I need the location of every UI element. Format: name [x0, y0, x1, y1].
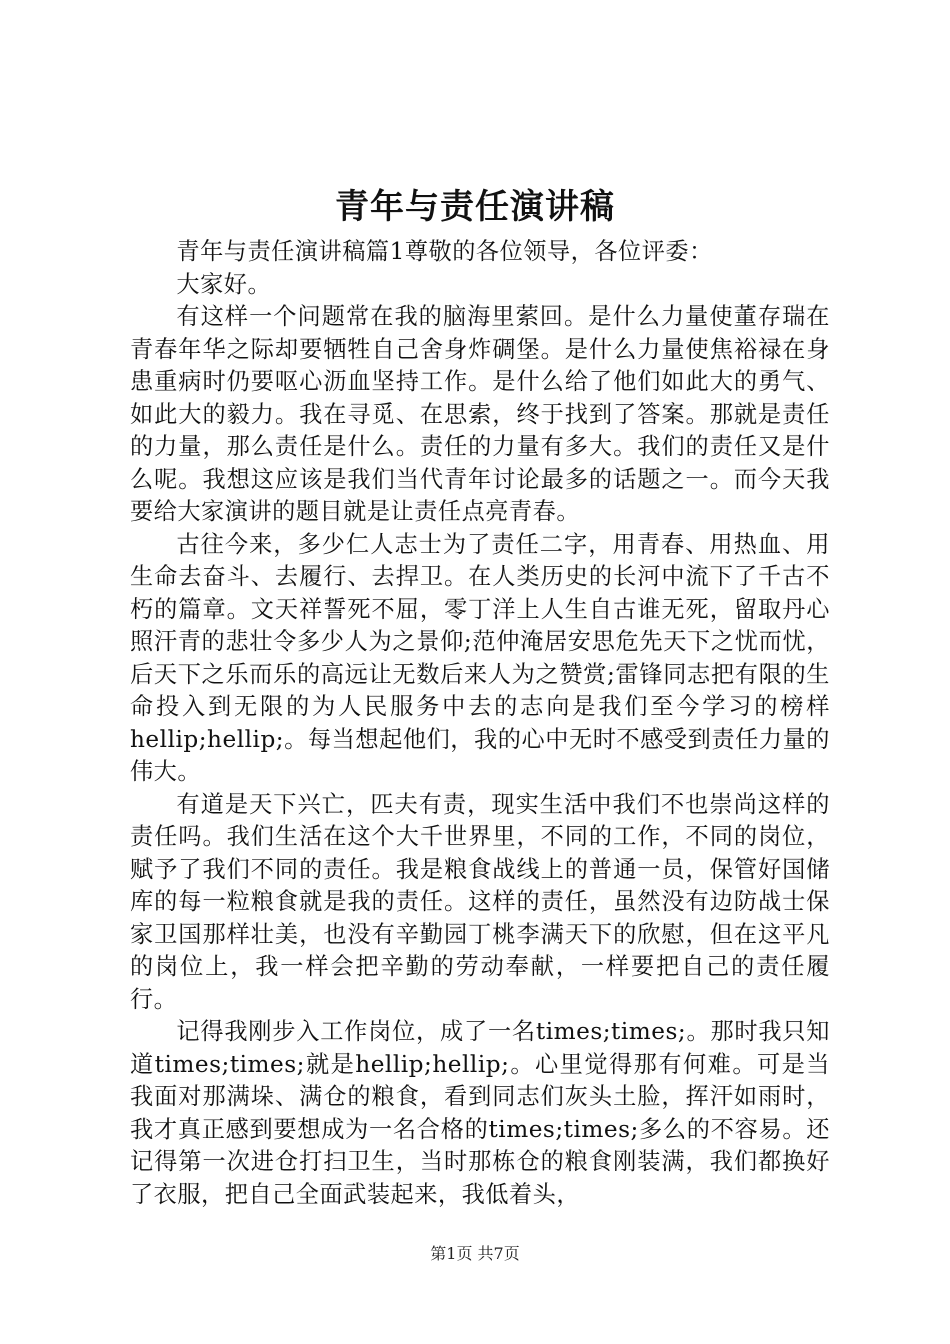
paragraph-history: 古往今来，多少仁人志士为了责任二字，用青春、用热血、用生命去奋斗、去履行、去捍卫。在人类历史的长河中流下了千古不朽的篇章。文天祥誓死不屈，零丁洋上人生自古谁无死，留取丹心照汗青的悲壮令多少人为之景仰;范仲淹居安思危先天下之忧而忧，后天下之乐而乐的高远让无数后来人为之赞赏;雷锋同志把有限的生命投入到无限的为人民服务中去的志向是我们至今学习的榜样hellip;hellip;。每当想起他们，我的心中无时不感受到责任力量的伟大。	[130, 530, 830, 785]
page-number-footer: 第1页 共7页	[430, 1244, 520, 1263]
paragraph-duty: 有道是天下兴亡，匹夫有责，现实生活中我们不也崇尚这样的责任吗。我们生活在这个大千世界里，不同的工作，不同的岗位，赋予了我们不同的责任。我是粮食战线上的普通一员，保管好国储库的每一粒粮食就是我的责任。这样的责任，虽然没有边防战士保家卫国那样壮美，也没有辛勤园丁桃李满天下的欣慰，但在这平凡的岗位上，我一样会把辛勤的劳动奉献，一样要把自己的责任履行。	[130, 790, 830, 1013]
paragraph-question: 有这样一个问题常在我的脑海里萦回。是什么力量使董存瑞在青春年华之际却要牺牲自己舍身炸碉堡。是什么力量使焦裕禄在身患重病时仍要呕心沥血坚持工作。是什么给了他们如此大的勇气、如此大的毅力。我在寻觅、在思索，终于找到了答案。那就是责任的力量，那么责任是什么。责任的力量有多大。我们的责任又是什么呢。我想这应该是我们当代青年讨论最多的话题之一。而今天我要给大家演讲的题目就是让责任点亮青春。	[130, 303, 830, 525]
paragraph-hello: 大家好。	[176, 270, 272, 298]
paragraph-memory: 记得我刚步入工作岗位，成了一名times;times;。那时我只知道times;times;就是hellip;hellip;。心里觉得那有何难。可是当我面对那满垛、满仓的粮食，看到同志们灰头土脸，挥汗如雨时，我才真正感到要想成为一名合格的times;times;多么的不容易。还记得第一次进仓打扫卫生，当时那栋仓的粮食刚装满，我们都换好了衣服，把自己全面武装起来，我低着头，	[130, 1018, 830, 1208]
paragraph-greeting: 青年与责任演讲稿篇1尊敬的各位领导，各位评委：	[176, 238, 713, 265]
document-title: 青年与责任演讲稿	[335, 187, 615, 227]
document-body	[130, 236, 830, 1211]
